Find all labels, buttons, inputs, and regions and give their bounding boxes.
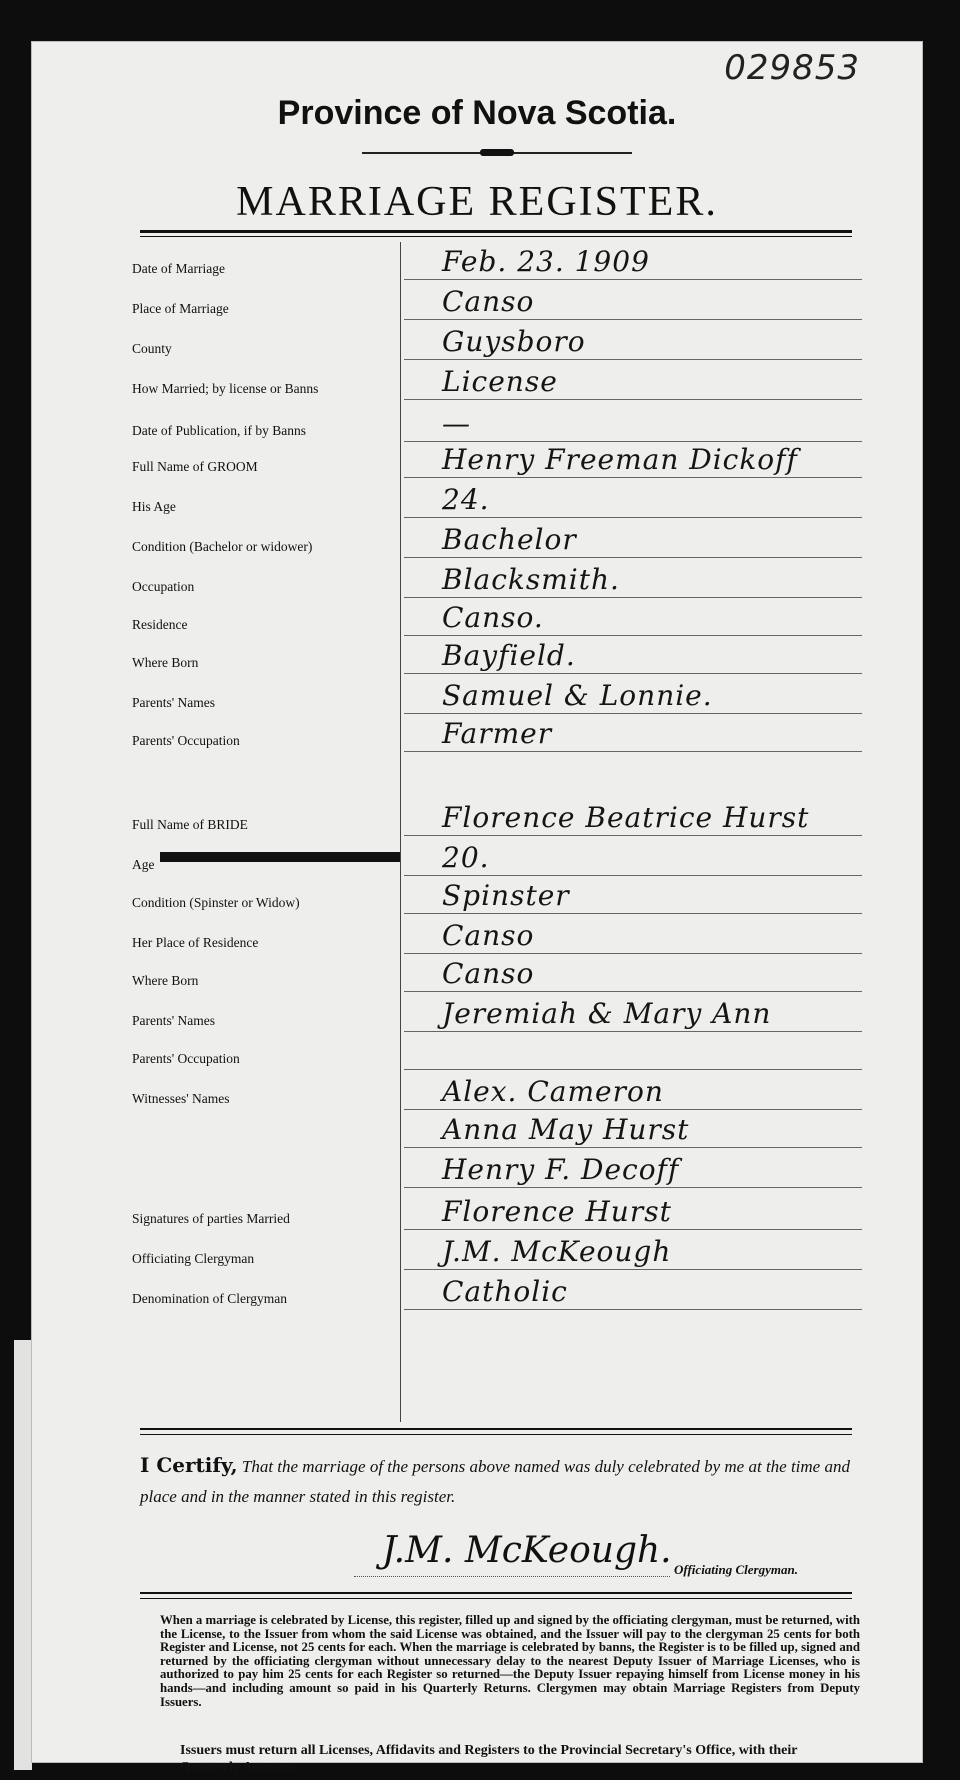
handwritten-entry: Florence Beatrice Hurst — [442, 801, 810, 834]
paper-edge — [14, 1340, 32, 1770]
handwritten-entry: Canso. — [442, 601, 544, 634]
field-label: Parents' Occupation — [132, 733, 240, 748]
field-label: Place of Marriage — [132, 301, 229, 316]
signature-line — [354, 1576, 670, 1577]
field-label: Officiating Clergyman — [132, 1251, 255, 1266]
field-row — [132, 322, 862, 360]
notice-rule — [140, 1592, 852, 1594]
handwritten-entry: Florence Hurst — [442, 1195, 672, 1228]
handwritten-entry: 24. — [442, 483, 490, 516]
signature-caption: Officiating Clergyman. — [674, 1562, 798, 1577]
field-label: Witnesses' Names — [132, 1091, 230, 1106]
field-row — [132, 282, 862, 320]
field-row — [132, 714, 862, 752]
field-row — [132, 242, 862, 280]
entry-line — [404, 1187, 862, 1188]
certification-text — [140, 1450, 860, 1512]
field-label: Her Place of Residence — [132, 935, 259, 950]
field-row — [132, 1072, 862, 1110]
handwritten-entry: Canso — [442, 285, 535, 318]
field-row — [132, 1032, 862, 1070]
field-label: Condition (Spinster or Widow) — [132, 895, 300, 910]
handwritten-entry: Bayfield. — [442, 639, 576, 672]
handwritten-entry: Alex. Cameron — [442, 1075, 664, 1108]
field-row — [132, 1272, 862, 1310]
field-row — [132, 994, 862, 1032]
handwritten-entry: Samuel & Lonnie. — [442, 679, 713, 712]
field-label: Parents' Names — [132, 695, 216, 710]
page-title: MARRIAGE REGISTER. — [236, 179, 718, 225]
handwritten-entry: Canso — [442, 957, 535, 990]
handwritten-entry: Spinster — [442, 879, 570, 912]
field-label: Signatures of parties Married — [132, 1211, 290, 1226]
entry-line — [404, 359, 862, 360]
field-row — [132, 480, 862, 518]
field-label: Date of Publication, if by Banns — [132, 423, 306, 438]
field-label: Where Born — [132, 655, 199, 670]
field-label: His Age — [132, 499, 176, 514]
field-row — [132, 404, 862, 442]
entry-line — [404, 1069, 862, 1070]
field-label: Full Name of GROOM — [132, 459, 258, 474]
handwritten-entry: — — [442, 407, 471, 440]
entry-line — [404, 517, 862, 518]
field-row — [132, 520, 862, 558]
header-rule-thin — [140, 236, 852, 237]
field-row — [132, 560, 862, 598]
field-row — [132, 1110, 862, 1148]
entry-line — [404, 1147, 862, 1148]
notice-rule-thin — [140, 1598, 852, 1599]
instructions-notice: When a marriage is celebrated by License, this register, filled up and signed by the officiating clergyman, must be returned, with the License, to the Issuer from whom the said License was obtained, and the Issuer will pay to the clergyman 25 cents for both Register and License, not 25 cents for each. When the marriage is celebrated by banns, the Register is to be filled up, signed and returned by the officiating clergyman without unnecessary delay to the nearest Deputy Issuer of Marriage Licenses, who is authorized to pay him 25 cents for each Register so returned—the Deputy Issuer repaying himself from License money in his hands—and including amount so paid in his Quarterly Returns. Clergymen may obtain Marriage Registers from Deputy Issuers. — [160, 1613, 861, 1709]
handwritten-entry: Henry F. Decoff — [442, 1153, 680, 1186]
entry-line — [404, 991, 862, 992]
certify-rule — [140, 1428, 852, 1430]
handwritten-entry: J.M. McKeough — [442, 1235, 672, 1268]
certify-lead: I Certify, — [140, 1453, 238, 1477]
clergyman-signature: J.M. McKeough. — [382, 1530, 672, 1571]
field-label: How Married; by license or Banns — [132, 381, 319, 396]
field-label: Age — [132, 857, 155, 872]
stamp-number: 029853 — [724, 48, 860, 88]
handwritten-entry: Canso — [442, 919, 535, 952]
handwritten-entry: License — [442, 365, 558, 398]
issuers-notice: Issuers must return all Licenses, Affidavits and Registers to the Provincial Secretary's Office, with their Quarterly Accounts. — [180, 1743, 798, 1775]
entry-line — [404, 673, 862, 674]
field-label: Parents' Names — [132, 1013, 216, 1028]
entry-line — [404, 477, 862, 478]
groom-bride-separator — [160, 852, 400, 862]
handwritten-entry: Jeremiah & Mary Ann — [442, 997, 772, 1030]
entry-line — [404, 557, 862, 558]
register-sheet — [32, 42, 922, 1775]
handwritten-entry: Blacksmith. — [442, 563, 620, 596]
field-row — [132, 440, 862, 478]
entry-line — [404, 1229, 862, 1230]
field-row — [132, 1192, 862, 1230]
entry-line — [404, 279, 862, 280]
field-label: Condition (Bachelor or widower) — [132, 539, 313, 554]
entry-line — [404, 751, 862, 752]
header-rule — [140, 230, 852, 233]
field-label: Residence — [132, 617, 188, 632]
field-row — [132, 362, 862, 400]
handwritten-entry: Henry Freeman Dickoff — [442, 443, 798, 476]
field-label: Denomination of Clergyman — [132, 1291, 287, 1306]
ornament-divider — [362, 152, 632, 154]
handwritten-entry: Anna May Hurst — [442, 1113, 690, 1146]
certify-rule-thin — [140, 1434, 852, 1435]
field-row — [132, 954, 862, 992]
handwritten-entry: Bachelor — [442, 523, 577, 556]
handwritten-entry: Catholic — [442, 1275, 568, 1308]
field-row — [132, 916, 862, 954]
field-label: Date of Marriage — [132, 261, 225, 276]
entry-line — [404, 913, 862, 914]
province-heading: Province of Nova Scotia. — [277, 94, 677, 132]
field-label: County — [132, 341, 172, 356]
handwritten-entry: Farmer — [442, 717, 553, 750]
handwritten-entry: Guysboro — [442, 325, 586, 358]
entry-line — [404, 835, 862, 836]
field-row — [132, 1150, 862, 1188]
entry-line — [404, 399, 862, 400]
field-label: Parents' Occupation — [132, 1051, 240, 1066]
field-label: Where Born — [132, 973, 199, 988]
entry-line — [404, 319, 862, 320]
field-row — [132, 1232, 862, 1270]
field-label: Occupation — [132, 579, 195, 594]
field-row — [132, 676, 862, 714]
field-row — [132, 598, 862, 636]
entry-line — [404, 1309, 862, 1310]
handwritten-entry: Feb. 23. 1909 — [442, 245, 650, 278]
certify-body: That the marriage of the persons above named was duly celebrated by me at the time and place and in the manner stated in this register. — [140, 1457, 850, 1506]
field-row — [132, 876, 862, 914]
entry-line — [404, 1269, 862, 1270]
handwritten-entry: 20. — [442, 841, 490, 874]
field-row — [132, 798, 862, 836]
field-row — [132, 636, 862, 674]
field-label: Full Name of BRIDE — [132, 817, 248, 832]
